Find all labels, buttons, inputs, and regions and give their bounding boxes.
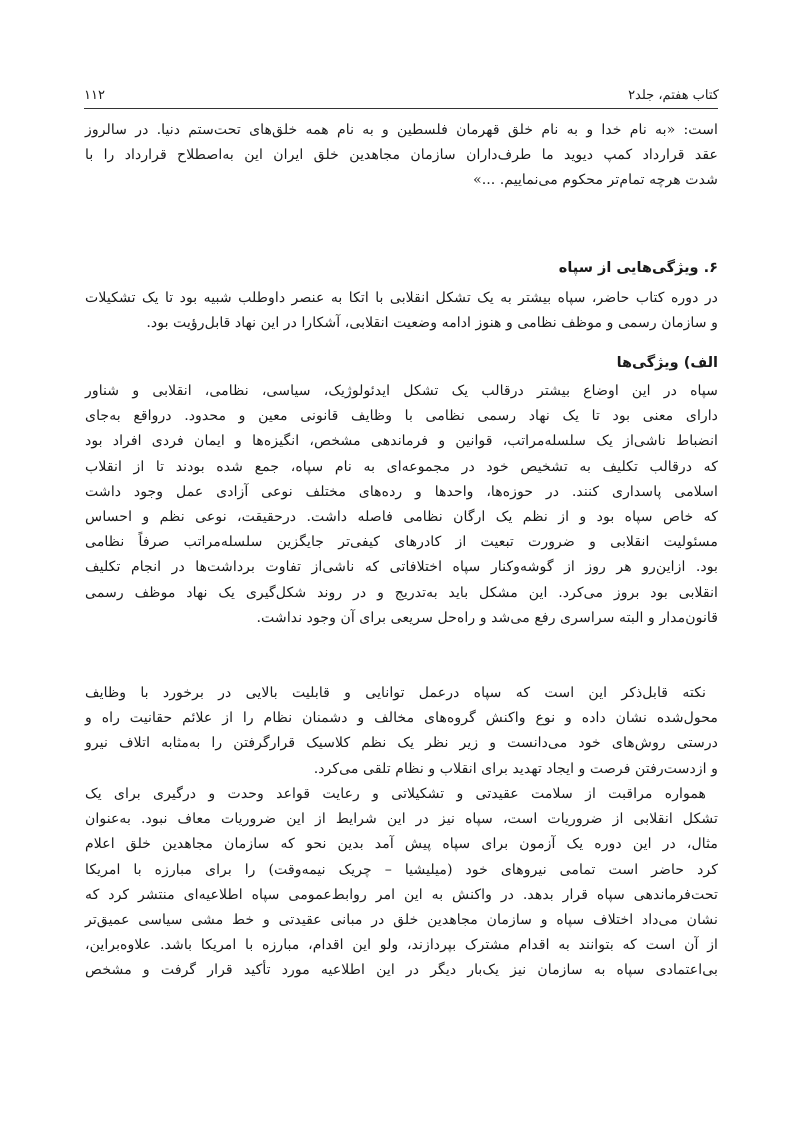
section-heading: ۶. ویژگی‌هایی از سپاه: [558, 260, 718, 276]
text-line: سپاه در این اوضاع بیشتر درقالب یک تشکل ایدئولوژیک، سیاسی، نظامی، انقلابی و شناور: [85, 383, 718, 399]
text-line: مثال، در این دوره یک آزمون برای سپاه پیش آمد بدین نحو که سازمان مجاهدین خلق اعلام: [85, 836, 718, 853]
running-header-title: کتاب هفتم، جلد۲: [628, 88, 719, 103]
text-line: اسلامی پاسداری کنند. در حوزه‌ها، واحدها و رده‌های مختلف نوعی آزادی عمل وجود داشت: [85, 483, 718, 500]
header-rule: [84, 108, 718, 109]
subsection-heading: الف) ویژگی‌ها: [616, 355, 718, 371]
text-line: کرد حاضر است تمامی نیروهای خود (میلیشیا – چریک نیمه‌وقت) را برای مبارزه با امریکا: [85, 861, 718, 878]
text-line: و سازمان رسمی و موظف نظامی و هنوز ادامه وضعیت انقلابی، آشکارا در این نهاد قابل‌رؤیت بود.: [146, 315, 718, 332]
text-line: عقد قرارداد کمپ دیوید ما طرف‌داران سازمان مجاهدین خلق ایران این به‌اصطلاح قرارداد را با: [85, 147, 718, 164]
text-line: بود. ازاین‌رو هر روز از گوشه‌وکنار سپاه اختلافاتی که ناشی‌از تفاوت برداشت‌ها در انجام تکلیف: [85, 559, 718, 576]
text-line: دارای معنی بود تا یک نهاد رسمی نظامی با وظایف قانونی معین و محدود. درواقع به‌جای: [85, 408, 718, 425]
section-intro-paragraph: [85, 286, 718, 336]
text-line: انقلابی بود بروز می‌کرد. این مشکل باید به‌تدریج و در روند شکل‌گیری یک نهاد موظف رسمی: [85, 584, 718, 601]
page-number: ۱۱۲: [84, 88, 105, 103]
paragraph-3: [85, 782, 718, 984]
paragraph-2: [85, 681, 718, 782]
text-line: تحت‌فرماندهی سپاه قرار بدهد. در واکنش به این امر روابط‌عمومی سپاه اطلاعیه‌ای منتشر کرد که: [85, 886, 718, 903]
quote-paragraph: [85, 118, 718, 194]
text-line: از آن است که بتوانند به اقدام مشترک بپردازند، ولو این اقدام، مبارزه با امریکا باشد. علاوه‌براین،: [85, 937, 718, 954]
text-line: تشکل انقلابی از ضروریات است، سپاه نیز در این شرایط از این ضروریات معاف نبود. به‌عنوان: [85, 811, 718, 828]
text-line: انضباط ناشی‌از یک سلسله‌مراتب، قوانین و فرماندهی مشخص، انگیزه‌ها و ایمان فردی افراد بود: [85, 433, 718, 450]
text-line: قانون‌مدار و البته سراسری رفع می‌شد و راه‌حل سریعی برای آن وجود نداشت.: [256, 609, 718, 626]
text-line: شدت هرچه تمام‌تر محکوم می‌نماییم. ...»: [473, 172, 718, 189]
text-line: و ازدست‌رفتن فرصت و ایجاد تهدید برای انقلاب و نظام تلقی می‌کرد.: [313, 760, 718, 777]
text-line: در دوره کتاب حاضر، سپاه بیشتر به یک تشکل انقلابی با اتکا به عنصر داوطلب شبیه بود تا یک تشکیلات: [85, 290, 718, 306]
text-line: درستی روش‌های خود می‌دانست و زیر نظر یک نظم کلاسیک قرارگرفتن را به‌مثابه اتلاف نیرو: [85, 735, 718, 752]
text-line: محول‌شده نشان داده و نوع واکنش گروه‌های مخالف و دشمنان نظام را از علائم حقانیت راه و: [85, 710, 718, 727]
text-line: نشان می‌داد اختلاف سپاه و سازمان مجاهدین خلق در مبانی عقیدتی و خط مشی سیاسی عمیق‌تر: [85, 911, 718, 928]
text-line: است: «به نام خدا و به نام خلق قهرمان فلسطین و به نام همه خلق‌های تحت‌ستم دنیا. در سالروز: [85, 122, 718, 138]
text-line: که خاص سپاه بود و از نظم یک ارگان نظامی فاصله داشت. درحقیقت، نوعی نظم و احساس: [85, 508, 718, 525]
text-line: مسئولیت انقلابی و ضرورت تبعیت از کادرهای کیفی‌تر جایگزین سلسله‌مراتب صرفاً نظامی: [85, 534, 718, 551]
text-line: بی‌اعتمادی سپاه به سازمان نیز یک‌بار دیگر در این اطلاعیه مورد تأکید قرار گرفت و مشخص: [85, 962, 718, 979]
text-line: که درقالب تکلیف به تشخیص خود در مجموعه‌ای به نام سپاه، جمع شده بودند تا از انقلاب: [85, 458, 718, 475]
paragraph-1: [85, 379, 718, 631]
text-line: نکته قابل‌ذکر این است که سپاه درعمل توانایی و قابلیت بالایی در برخورد با وظایف: [85, 685, 706, 701]
text-line: همواره مراقبت از سلامت عقیدتی و تشکیلاتی و رعایت قواعد وحدت و درگیری برای یک: [85, 786, 706, 802]
